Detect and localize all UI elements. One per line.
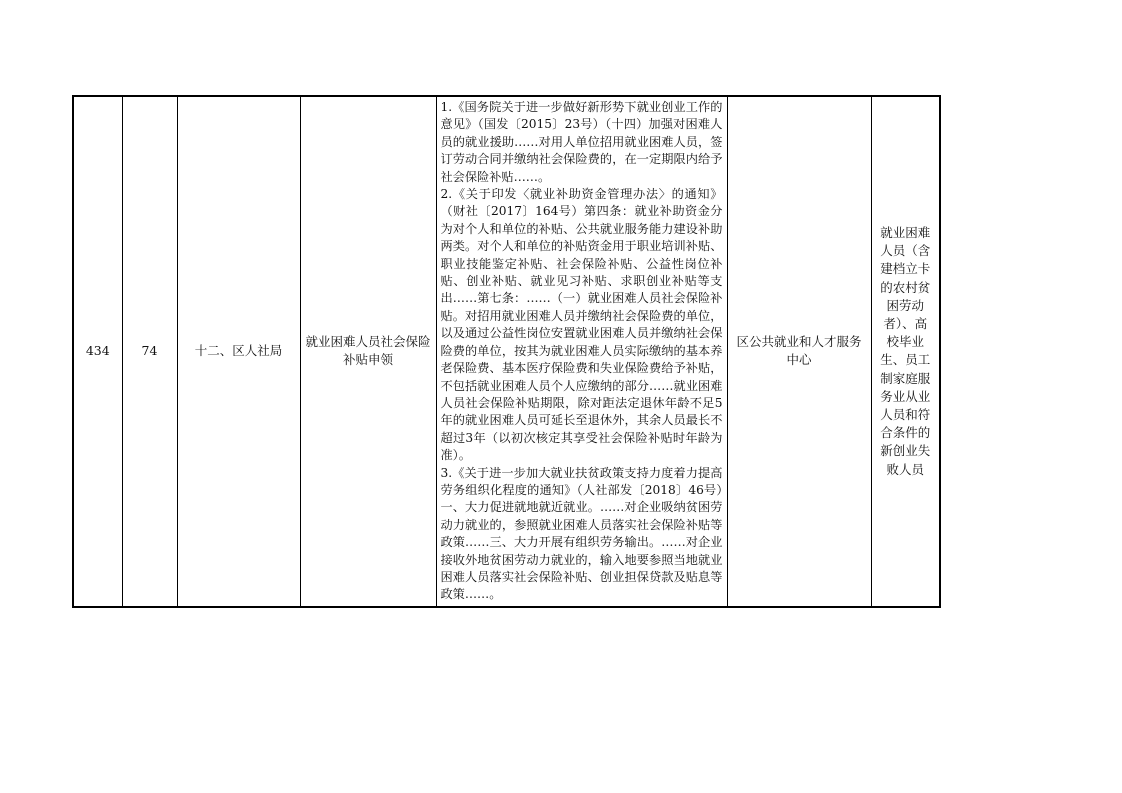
item-name-cell <box>300 96 436 607</box>
seq-no-cell <box>73 96 122 607</box>
basis-cell <box>436 96 727 607</box>
target-group: 就业困难人员（含建档立卡的农村贫困劳动者）、高校毕业生、员工制家庭服务业从业人员和符合条件的新创业失败人员 <box>880 224 931 477</box>
item-name: 就业困难人员社会保险补贴申领 <box>305 334 431 368</box>
basis-item-2: 2.《关于印发〈就业补助资金管理办法〉的通知》（财社〔2017〕164号）第四条：就业补助资金分为对个人和单位的补贴、公共就业服务能力建设补助两类。对个人和单位的补贴资金用于职业培训补贴、职业技能鉴定补贴、社会保险补贴、公益性岗位补贴、创业补贴、就业见习补贴、求职创业补贴等支出……第七条：……（一）就业困难人员社会保险补贴。对招用就业困难人员并缴纳社会保险费的单位，以及通过公益性岗位安置就业困难人员并缴纳社会保险费的单位，按其为就业困难人员实际缴纳的基本养老保险费、基本医疗保险费和失业保险费给予补贴，不包括就业困难人员个人应缴纳的部分……就业困难人员社会保险补贴期限，除对距法定退休年龄不足5年的就业困难人员可延长至退休外，其余人员最长不超过3年（以初次核定其享受社会保险补贴时年龄为准）。 <box>440 187 723 463</box>
table-row <box>73 96 940 607</box>
dept-seq-no: 74 <box>141 343 158 359</box>
department: 十二、区人社局 <box>194 343 283 359</box>
seq-no: 434 <box>85 343 110 359</box>
department-cell <box>177 96 300 607</box>
service-org: 区公共就业和人才服务中心 <box>736 334 862 368</box>
target-cell <box>871 96 940 607</box>
basis-item-3: 3.《关于进一步加大就业扶贫政策支持力度着力提高劳务组织化程度的通知》（人社部发〔2018〕46号）一、大力促进就地就近就业。……对企业吸纳贫困劳动力就业的，参照就业困难人员落实社会保险补贴等政策……三、大力开展有组织劳务输出。……对企业接收外地贫困劳动力就业的，输入地要参照当地就业困难人员落实社会保险补贴、创业担保贷款及贴息等政策……。 <box>440 465 723 602</box>
basis-item-1: 1.《国务院关于进一步做好新形势下就业创业工作的意见》（国发〔2015〕23号）（十四）加强对困难人员的就业援助……对用人单位招用就业困难人员，签订劳动合同并缴纳社会保险费的，在一定期限内给予社会保险补贴……。 <box>440 100 723 184</box>
dept-seq-no-cell <box>122 96 177 607</box>
policy-table <box>72 95 941 608</box>
service-org-cell <box>727 96 871 607</box>
